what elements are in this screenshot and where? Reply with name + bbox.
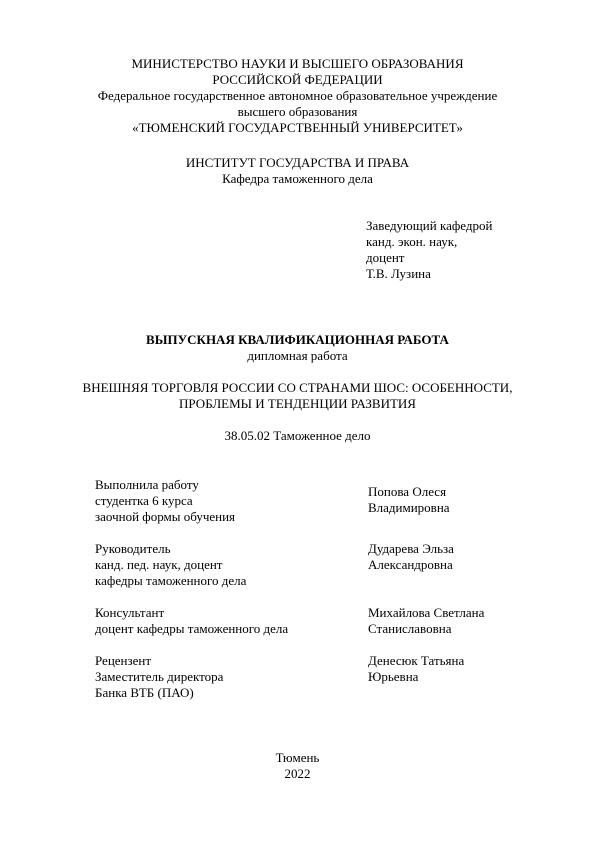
header-line: высшего образования <box>237 104 358 119</box>
role-line: доцент кафедры таможенного дела <box>95 621 289 636</box>
thesis-title <box>0 380 595 412</box>
reviewer-name <box>368 653 464 685</box>
institute-name: ИНСТИТУТ ГОСУДАРСТВА И ПРАВА <box>185 155 410 170</box>
institute-block <box>0 155 595 187</box>
specialty <box>0 428 595 444</box>
specialty-code: 38.05.02 Таможенное дело <box>224 428 371 443</box>
role-line: кафедры таможенного дела <box>95 573 247 588</box>
city: Тюмень <box>275 750 320 765</box>
role-line: студентка 6 курса <box>95 493 193 508</box>
work-type: ВЫПУСКНАЯ КВАЛИФИКАЦИОННАЯ РАБОТА <box>146 332 449 347</box>
role-line: Консультант <box>95 605 165 620</box>
student-name <box>368 484 450 516</box>
role-line: Руководитель <box>95 541 171 556</box>
role-line: канд. пед. наук, доцент <box>95 557 223 572</box>
role-line: Заместитель директора <box>95 669 224 684</box>
ministry-header <box>0 56 595 136</box>
name-line: Станиславовна <box>368 621 452 636</box>
footer <box>0 750 595 782</box>
department-name: Кафедра таможенного дела <box>222 171 373 186</box>
name-line: Юрьевна <box>368 669 419 684</box>
header-line: «ТЮМЕНСКИЙ ГОСУДАРСТВЕННЫЙ УНИВЕРСИТЕТ» <box>132 120 463 135</box>
reviewer-role <box>95 653 223 701</box>
approval-block <box>366 218 492 282</box>
header-line: РОССИЙСКОЙ ФЕДЕРАЦИИ <box>212 72 383 87</box>
work-subtype: дипломная работа <box>247 348 348 363</box>
supervisor-name <box>368 541 454 573</box>
approval-line: Т.В. Лузина <box>366 266 431 281</box>
name-line: Денесюк Татьяна <box>368 653 465 668</box>
name-line: Михайлова Светлана <box>368 605 485 620</box>
name-line: Дударева Эльза <box>368 541 454 556</box>
header-line: МИНИСТЕРСТВО НАУКИ И ВЫСШЕГО ОБРАЗОВАНИЯ <box>131 56 464 71</box>
header-line: Федеральное государственное автономное образовательное учреждение <box>97 88 498 103</box>
supervisor-role <box>95 541 246 589</box>
thesis-title-line: ВНЕШНЯЯ ТОРГОВЛЯ РОССИИ СО СТРАНАМИ ШОС: ОСОБЕННОСТИ, <box>82 380 513 395</box>
name-line: Александровна <box>368 557 453 572</box>
thesis-title-line: ПРОБЛЕМЫ И ТЕНДЕНЦИИ РАЗВИТИЯ <box>179 396 416 411</box>
role-line: Выполнила работу <box>95 477 199 492</box>
role-line: заочной формы обучения <box>95 509 236 524</box>
role-line: Банка ВТБ (ПАО) <box>95 685 194 700</box>
approval-line: канд. экон. наук, <box>366 234 458 249</box>
approval-line: доцент <box>366 250 405 265</box>
consultant-role <box>95 605 288 637</box>
name-line: Владимировна <box>368 500 450 515</box>
approval-line: Заведующий кафедрой <box>366 218 493 233</box>
work-type-block <box>0 332 595 364</box>
student-role <box>95 477 235 525</box>
name-line: Попова Олеся <box>368 484 447 499</box>
consultant-name <box>368 605 484 637</box>
role-line: Рецензент <box>95 653 152 668</box>
year: 2022 <box>284 766 311 781</box>
